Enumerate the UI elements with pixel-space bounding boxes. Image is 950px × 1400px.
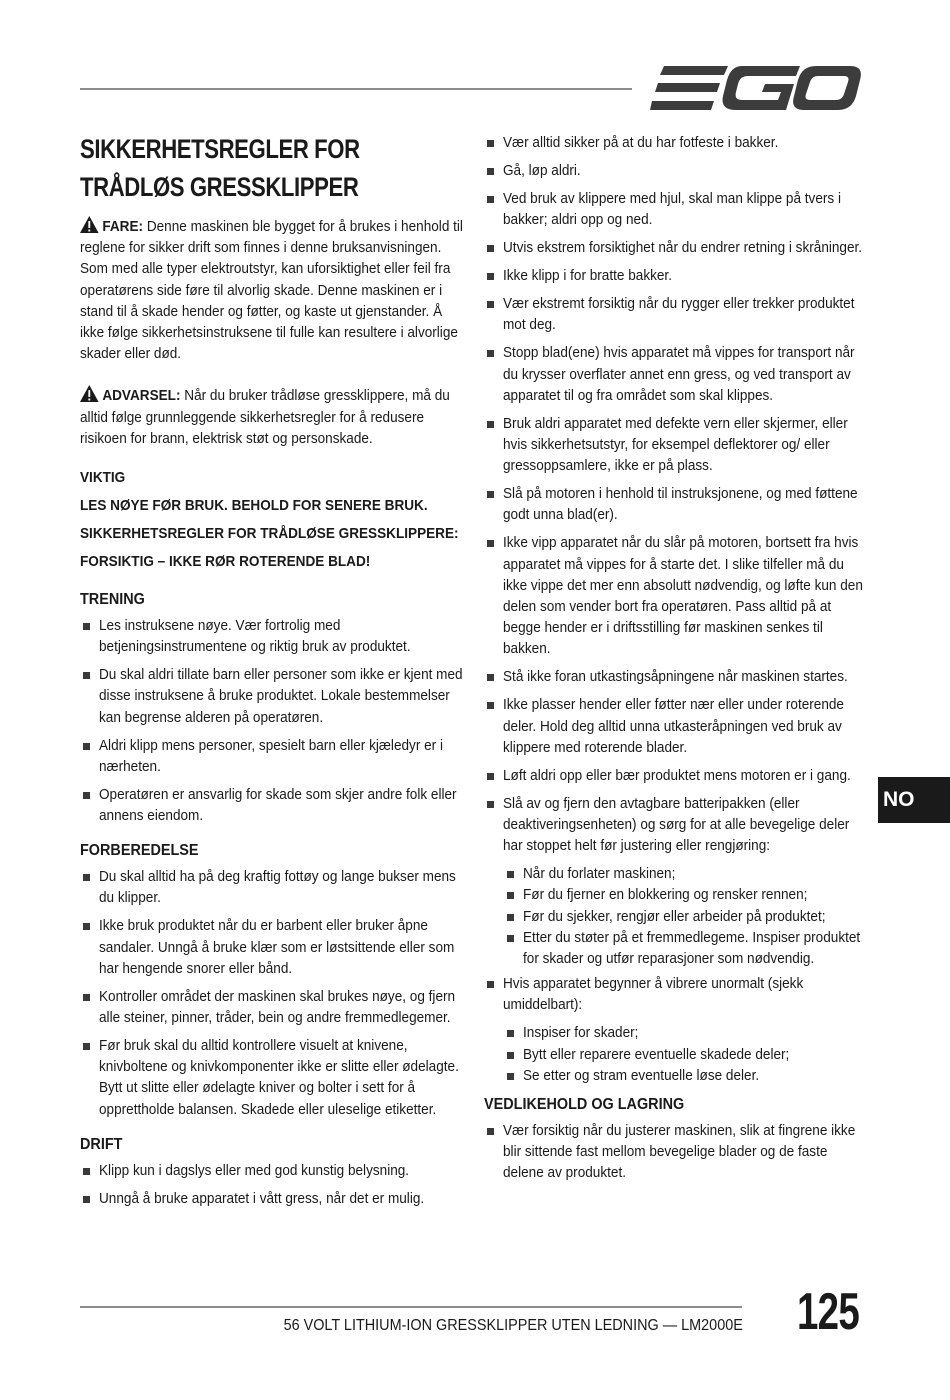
list-item: Vær ekstremt forsiktig når du rygger eller trekker produktet mot deg. [484, 294, 869, 336]
warning-icon [80, 385, 99, 402]
advarsel-text: Når du bruker trådløse gressklippere, må du alltid følge grunnleggende sikkerhetsregler for å redusere risikoen for brann, elektrisk støt og personskade. [80, 388, 450, 447]
footer-rule [80, 1306, 742, 1308]
advarsel-label: ADVARSEL: [102, 388, 181, 405]
fare-paragraph [80, 216, 465, 365]
list-item: Unngå å bruke apparatet i vått gress, når det er mulig. [80, 1189, 465, 1210]
advarsel-paragraph [80, 385, 465, 450]
page-number: 125 [797, 1283, 859, 1341]
header-rule [80, 88, 632, 90]
list-item: Ikke plasser hender eller føtter nær eller under roterende deler. Hold deg alltid unna utkasteråpningen ved bruk av klippere med roterende blader. [484, 695, 869, 759]
fare-text: Denne maskinen ble bygget for å brukes i henhold til reglene for sikker drift som finnes i denne bruksanvisningen. Som med alle typer elektroutstyr, kan uforsiktighet eller feil fra operatørens side føre til alvorlig skade. Denne maskinen er i stand til å skade hender og føtter, og kaste ut gjenstander. Å ikke følge sikkerhetsinstruksene til fulle kan resultere i alvorlige skader eller død. [80, 219, 463, 363]
list-item: Operatøren er ansvarlig for skade som skjer andre folk eller annens eiendom. [80, 785, 465, 827]
list-item: Slå på motoren i henhold til instruksjonene, og med føttene godt unna blad(er). [484, 484, 869, 526]
trening-list [80, 616, 465, 827]
list-item: Hvis apparatet begynner å vibrere unormalt (sjekk umiddelbart): [484, 974, 869, 1016]
sub-list-item: Etter du støter på et fremmedlegeme. Inspiser produktet for skader og utfør reparasjoner som nødvendig. [504, 928, 869, 970]
list-item: Du skal alltid ha på deg kraftig fottøy og lange bukser mens du klipper. [80, 867, 465, 909]
list-item: Les instruksene nøye. Vær fortrolig med betjeningsinstrumentene og riktig bruk av produktet. [80, 616, 465, 658]
drift-list [80, 1161, 465, 1210]
language-tab: NO [878, 777, 950, 823]
forberedelse-list [80, 867, 465, 1121]
list-item: Aldri klipp mens personer, spesielt barn eller kjæledyr er i nærheten. [80, 736, 465, 778]
fare-label: FARE: [102, 219, 144, 235]
right-column [484, 133, 869, 1191]
vibration-list [484, 974, 869, 1016]
warning-icon [80, 216, 99, 233]
list-item: Du skal aldri tillate barn eller personer som ikke er kjent med disse instruksene å bruke produktet. Lokale bestemmelser kan begrense alderen på operatøren. [80, 665, 465, 729]
sub-list-item: Før du sjekker, rengjør eller arbeider på produktet; [504, 907, 869, 928]
list-item: Ikke bruk produktet når du er barbent eller bruker åpne sandaler. Unngå å bruke klær som er løstsittende eller som har hengende snorer eller bånd. [80, 916, 465, 980]
footer-title: 56 VOLT LITHIUM-ION GRESSKLIPPER UTEN LEDNING — LM2000E [283, 1317, 743, 1334]
vedlikehold-list [484, 1121, 869, 1185]
heading-forberedelse: FORBEREDELSE [80, 842, 199, 860]
list-item: Klipp kun i dagslys eller med god kunstig belysning. [80, 1161, 465, 1182]
page-title: SIKKERHETSREGLER FOR TRÅDLØS GRESSKLIPPER [80, 134, 360, 202]
heading-vedlikehold: VEDLIKEHOLD OG LAGRING [484, 1096, 685, 1114]
notice-safety-rules: SIKKERHETSREGLER FOR TRÅDLØSE GRESSKLIPPERE: [80, 526, 459, 543]
list-item: Løft aldri opp eller bær produktet mens motoren er i gang. [484, 766, 869, 787]
left-column [80, 130, 465, 1217]
notice-viktig: VIKTIG [80, 470, 126, 487]
sub-list-item: Bytt eller reparere eventuelle skadede deler; [504, 1045, 869, 1066]
list-item: Utvis ekstrem forsiktighet når du endrer retning i skråninger. [484, 238, 869, 259]
sub-list-item: Se etter og stram eventuelle løse deler. [504, 1066, 869, 1087]
list-item: Vær forsiktig når du justerer maskinen, slik at fingrene ikke blir sittende fast mellom bevegelige blader og de faste delene av produktet. [484, 1121, 869, 1185]
sub-list-item: Når du forlater maskinen; [504, 864, 869, 885]
heading-drift: DRIFT [80, 1135, 123, 1153]
heading-trening: TRENING [80, 591, 145, 609]
ego-logo [650, 62, 862, 114]
notice-caution-blade: FORSIKTIG – IKKE RØR ROTERENDE BLAD! [80, 554, 371, 571]
notice-read-carefully: LES NØYE FØR BRUK. BEHOLD FOR SENERE BRUK. [80, 498, 428, 515]
list-item: Gå, løp aldri. [484, 161, 869, 182]
list-item: Slå av og fjern den avtagbare batteripakken (eller deaktiveringsenheten) og sørg for at alle bevegelige deler har stoppet helt før justering eller rengjøring: [484, 794, 869, 858]
list-item: Ved bruk av klippere med hjul, skal man klippe på tvers i bakker; aldri opp og ned. [484, 189, 869, 231]
list-item: Bruk aldri apparatet med defekte vern eller skjermer, eller hvis sikkerhetsutstyr, for eksempel deflektorer og/ eller gressoppsamlere, ikke er på plass. [484, 414, 869, 478]
list-item: Før bruk skal du alltid kontrollere visuelt at knivene, knivboltene og knivkomponenter ikke er slitte eller ødelagte. Bytt ut slitte eller ødelagte kniver og bolter i sett for å opprettholde balansen. Skadede eller uleselige etiketter. [80, 1036, 465, 1121]
list-item: Stå ikke foran utkastingsåpningene når maskinen startes. [484, 667, 869, 688]
list-item: Vær alltid sikker på at du har fotfeste i bakker. [484, 133, 869, 154]
sublist-stop-conditions [504, 864, 869, 970]
list-item: Ikke vipp apparatet når du slår på motoren, bortsett fra hvis apparatet må vippes for å starte det. I slike tilfeller må du ikke vippe det mer enn absolutt nødvendig, og løfte kun den delen som vender bort fra operatøren. Pass alltid på at begge hender er i driftsstilling før maskinen senkes til bakken. [484, 533, 869, 660]
list-item: Kontroller området der maskinen skal brukes nøye, og fjern alle steiner, pinner, tråder, bein og andre fremmedlegemer. [80, 987, 465, 1029]
drift-list-continued [484, 133, 869, 857]
sub-list-item: Før du fjerner en blokkering og rensker rennen; [504, 885, 869, 906]
sub-list-item: Inspiser for skader; [504, 1023, 869, 1044]
sublist-vibration [504, 1023, 869, 1087]
list-item: Stopp blad(ene) hvis apparatet må vippes for transport når du krysser overflater annet enn gress, og ved transport av apparatet til og fra området som skal klippes. [484, 343, 869, 407]
list-item: Ikke klipp i for bratte bakker. [484, 266, 869, 287]
